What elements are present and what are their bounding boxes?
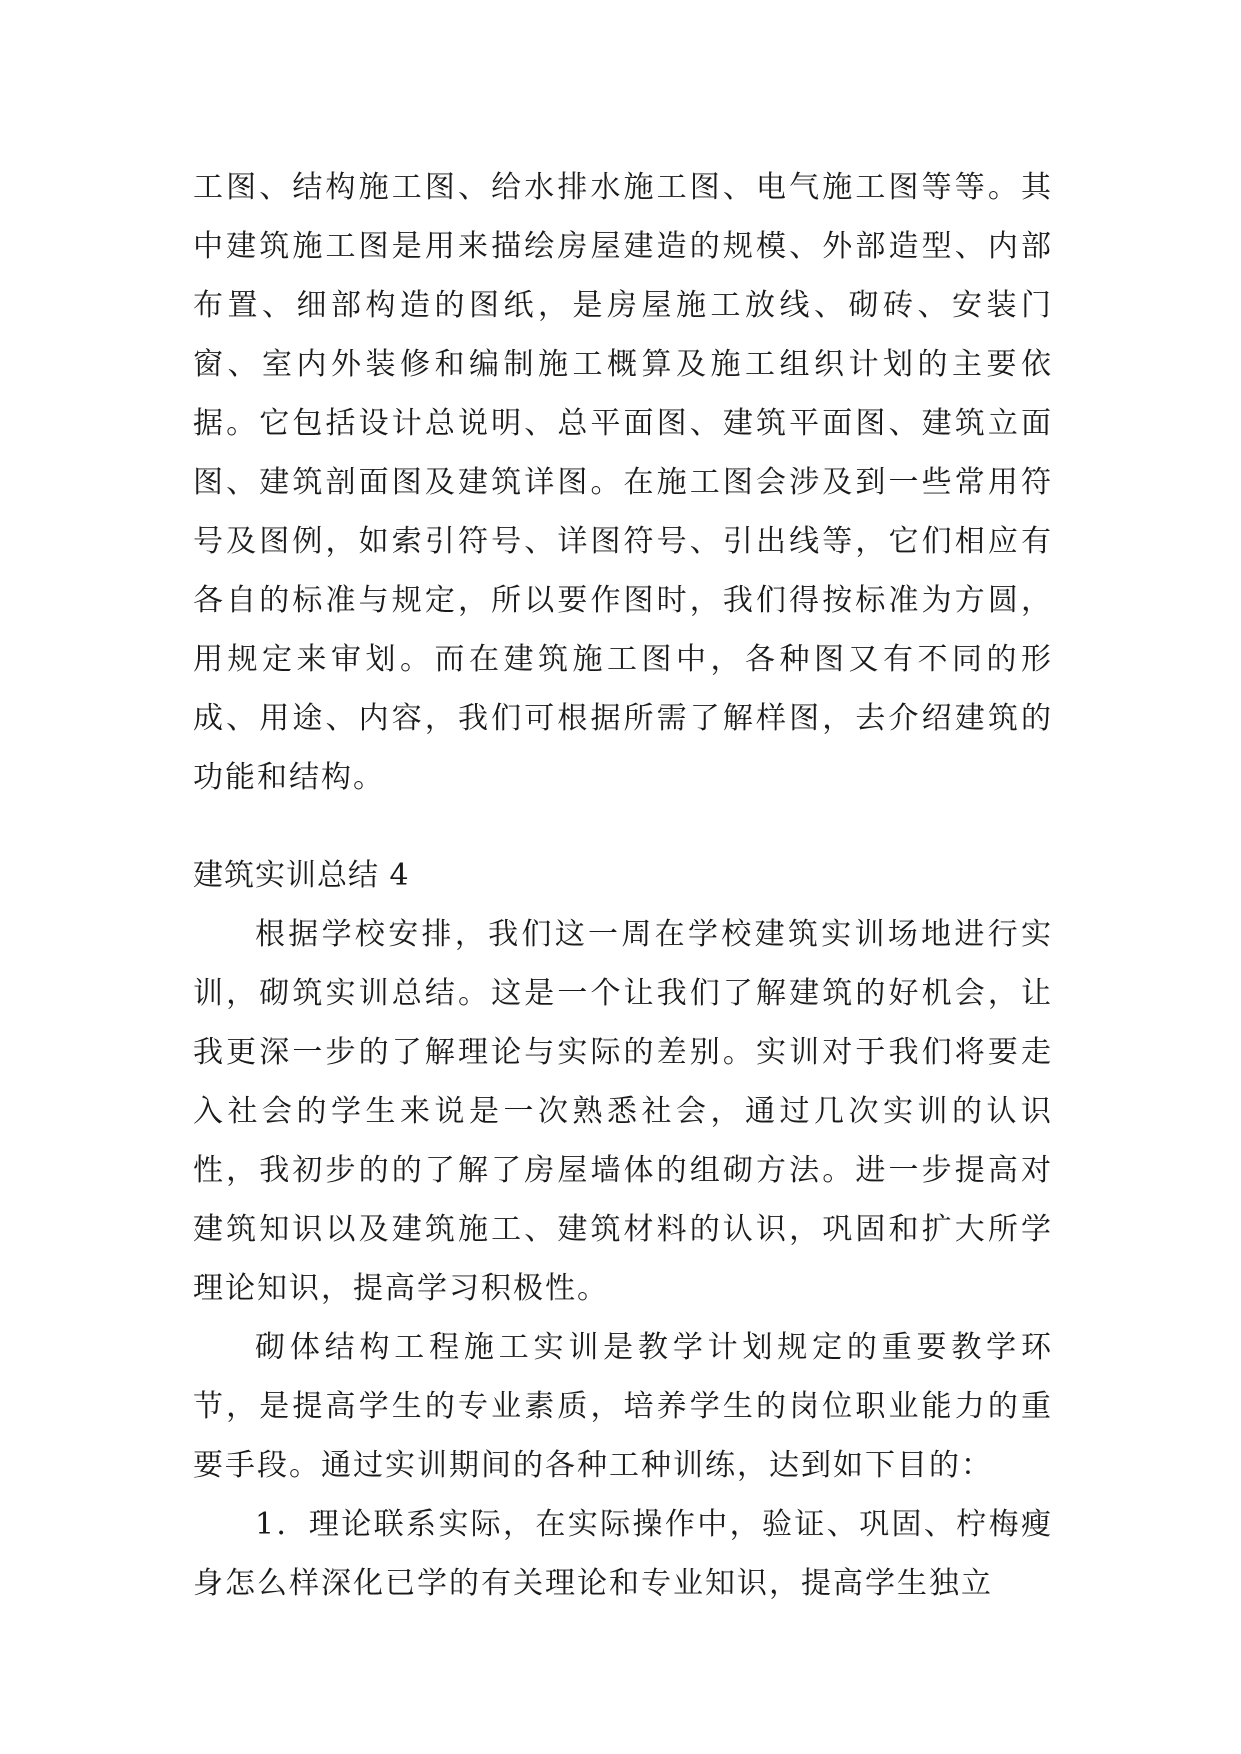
section-title: 建筑实训总结 4 — [193, 858, 410, 893]
paragraph-masonry-training: 砌体结构工程施工实训是教学计划规定的重要教学环节，是提高学生的专业素质，培养学生的岗位职业能力的重要手段。通过实训期间的各种工种训练，达到如下目的： — [193, 1330, 1053, 1483]
document-body — [193, 158, 1053, 1613]
paragraph-training-intro: 根据学校安排，我们这一周在学校建筑实训场地进行实训，砌筑实训总结。这是一个让我们了解建筑的好机会，让我更深一步的了解理论与实际的差别。实训对于我们将要走入社会的学生来说是一次熟悉社会，通过几次实训的认识性，我初步的的了解了房屋墙体的组砌方法。进一步提高对建筑知识以及建筑施工、建筑材料的认识，巩固和扩大所学理论知识，提高学习积极性。 — [193, 917, 1053, 1306]
paragraph-item-1: 1．理论联系实际，在实际操作中，验证、巩固、柠梅瘦身怎么样深化已学的有关理论和专业知识，提高学生独立 — [193, 1507, 1053, 1601]
paragraph-construction-drawings: 工图、结构施工图、给水排水施工图、电气施工图等等。其中建筑施工图是用来描绘房屋建造的规模、外部造型、内部布置、细部构造的图纸，是房屋施工放线、砌砖、安装门窗、室内外装修和编制施工概算及施工组织计划的主要依据。它包括设计总说明、总平面图、建筑平面图、建筑立面图、建筑剖面图及建筑详图。在施工图会涉及到一些常用符号及图例，如索引符号、详图符号、引出线等，它们相应有各自的标准与规定，所以要作图时，我们得按标准为方圆，用规定来审划。而在建筑施工图中，各种图又有不同的形成、用途、内容，我们可根据所需了解样图，去介绍建筑的功能和结构。 — [193, 170, 1053, 795]
